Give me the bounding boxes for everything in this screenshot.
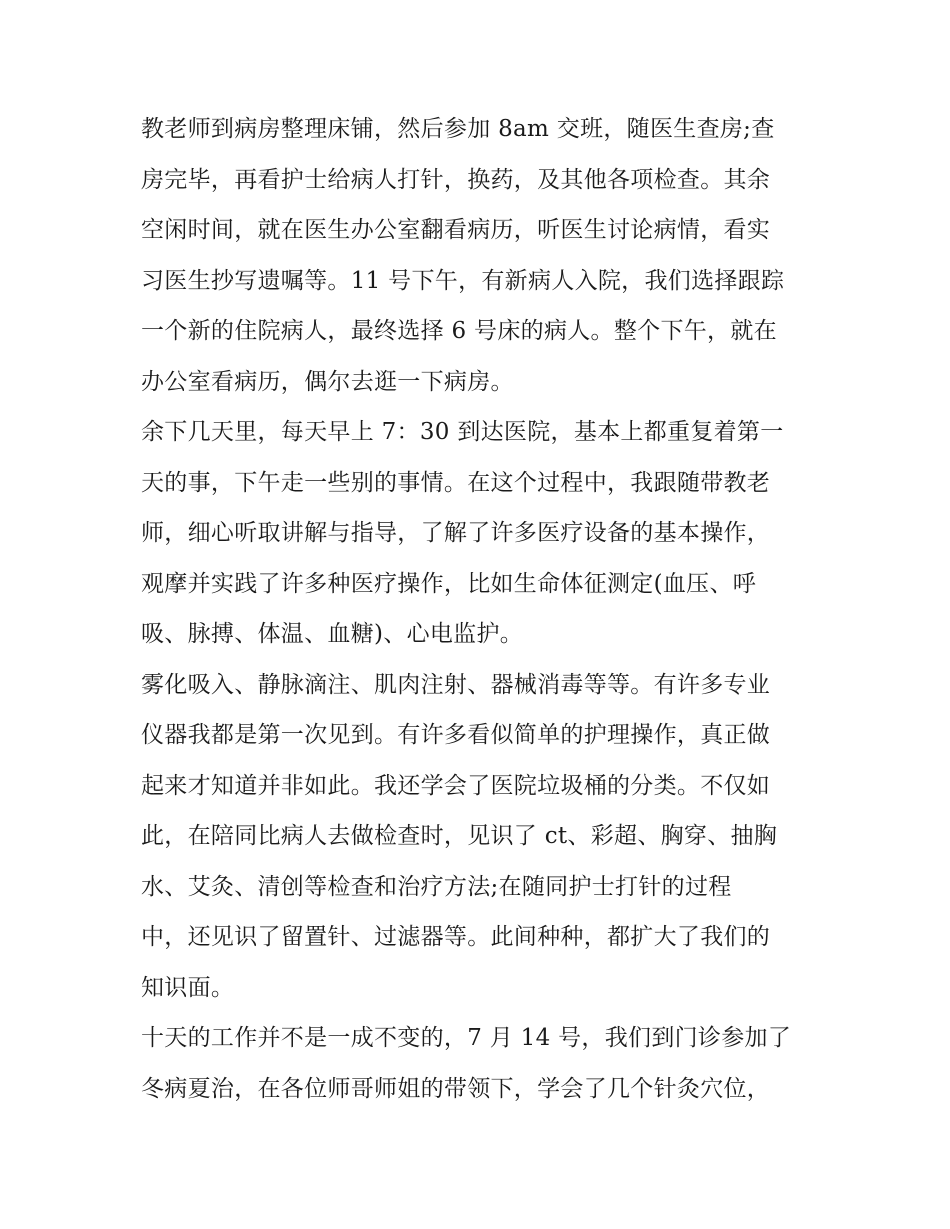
body-text <box>141 104 821 1114</box>
text-line: 吸、脉搏、体温、血糖)、心电监护。 <box>141 621 524 647</box>
text-line: 仪器我都是第一次见到。有许多看似简单的护理操作，真正做 <box>141 722 771 748</box>
text-line: 房完毕，再看护士给病人打针，换药，及其他各项检查。其余 <box>141 166 771 193</box>
text-line: 办公室看病历，偶尔去逛一下病房。 <box>141 368 514 395</box>
text-line: 余下几天里，每天早上 7：30 到达医院，基本上都重复着第一 <box>141 419 784 445</box>
text-line: 中，还见识了留置针、过滤器等。此间种种，都扩大了我们的 <box>141 924 771 950</box>
text-line: 知识面。 <box>141 974 235 1001</box>
text-line: 水、艾灸、清创等检查和治疗方法;在随同护士打针的过程 <box>141 873 732 900</box>
text-line: 冬病夏治，在各位师哥师姐的带领下，学会了几个针灸穴位， <box>141 1075 771 1102</box>
text-line: 习医生抄写遗嘱等。11 号下午，有新病人入院，我们选择跟踪 <box>141 267 785 294</box>
text-line: 空闲时间，就在医生办公室翻看病历，听医生讨论病情，看实 <box>141 217 771 243</box>
text-line: 天的事，下午走一些别的事情。在这个过程中，我跟随带教老 <box>141 469 771 496</box>
text-line: 此，在陪同比病人去做检查时，见识了 ct、彩超、胸穿、抽胸 <box>141 823 778 849</box>
text-line: 师，细心听取讲解与指导，了解了许多医疗设备的基本操作， <box>141 520 771 546</box>
text-line: 教老师到病房整理床铺，然后参加 8am 交班，随医生查房;查 <box>141 116 775 142</box>
text-line: 雾化吸入、静脉滴注、肌肉注射、器械消毒等等。有许多专业 <box>141 671 771 698</box>
text-line: 一个新的住院病人，最终选择 6 号床的病人。整个下午，就在 <box>141 318 777 344</box>
text-line: 十天的工作并不是一成不变的，7 月 14 号，我们到门诊参加了 <box>141 1025 792 1051</box>
text-line: 起来才知道并非如此。我还学会了医院垃圾桶的分类。不仅如 <box>141 772 771 799</box>
text-line: 观摩并实践了许多种医疗操作，比如生命体征测定(血压、呼 <box>141 570 757 597</box>
